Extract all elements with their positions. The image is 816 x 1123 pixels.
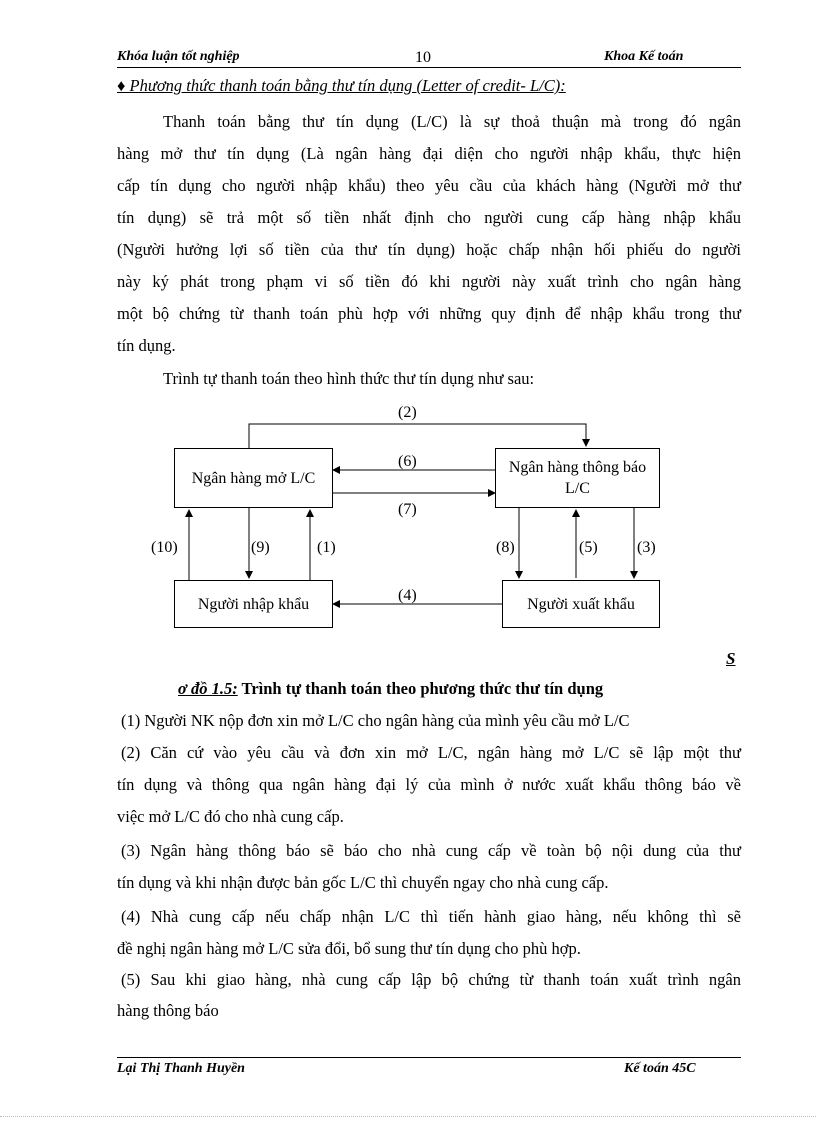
arrow-label-9: (9) [251,539,270,556]
paragraph-line: một bộ chứng từ thanh toán phù hợp với những quy định để nhập khẩu trong thư [117,304,741,323]
paragraph-line: tín dụng) sẽ trả một số tiền nhất định cho người cung cấp hàng nhập khẩu [117,208,741,227]
header-right: Khoa Kế toán [604,49,684,64]
arrow-label-1: (1) [317,539,336,556]
step-line: (2) Căn cứ vào yêu cầu và đơn xin mở L/C, ngân hàng mở L/C sẽ lập một thư [121,743,741,762]
header-left: Khóa luận tốt nghiệp [117,49,240,64]
caption-text: Trình tự thanh toán theo phương thức thư tín dụng [237,679,604,698]
paragraph-line: tín dụng. [117,336,176,355]
step-line: tín dụng và thông qua ngân hàng đại lý của mình ở nước xuất khẩu thông báo về [117,775,741,794]
arrow-label-8: (8) [496,539,515,556]
arrow-label-10: (10) [151,539,178,556]
step-line: việc mở L/C đó cho nhà cung cấp. [117,807,344,826]
paragraph-line: này ký phát trong phạm vi số tiền đó khi người này xuất trình cho ngân hàng [117,272,741,291]
arrow-label-3: (3) [637,539,656,556]
box-issuing-bank: Ngân hàng mở L/C [174,448,333,508]
footer-left: Lại Thị Thanh Huyền [117,1061,245,1076]
arrow-2 [249,424,586,448]
paragraph-line: (Người hưởng lợi số tiền của thư tín dụng) hoặc chấp nhận hối phiếu do người [117,240,741,259]
step-line: (3) Ngân hàng thông báo sẽ báo cho nhà cung cấp về toàn bộ nội dung của thư [121,841,741,860]
caption-prefix: ơ đồ 1.5: [178,679,238,698]
arrow-label-2: (2) [398,404,417,421]
step-line: hàng thông báo [117,1001,219,1020]
page-number: 10 [415,49,431,66]
arrow-label-6: (6) [398,453,417,470]
arrow-label-5: (5) [579,539,598,556]
arrow-label-4: (4) [398,587,417,604]
step-line: đề nghị ngân hàng mở L/C sửa đổi, bổ sung thư tín dụng cho phù hợp. [117,939,581,958]
footer-right: Kế toán 45C [624,1061,696,1076]
page-edge-dots [0,1116,816,1117]
figure-caption [178,679,603,699]
paragraph-line: Thanh toán bằng thư tín dụng (L/C) là sự thoả thuận mà trong đó ngân [163,112,741,131]
step-line: tín dụng và khi nhận được bản gốc L/C thì chuyển ngay cho nhà cung cấp. [117,873,609,892]
footer-rule [117,1057,741,1058]
box-importer: Người nhập khẩu [174,580,333,628]
caption-s-letter: S [726,649,736,668]
paragraph-line: cấp tín dụng cho người nhập khẩu) theo yêu cầu của khách hàng (Người mở thư [117,176,741,195]
section-title: ♦ Phương thức thanh toán bằng thư tín dụng (Letter of credit- L/C): [117,76,566,95]
box-exporter: Người xuất khẩu [502,580,660,628]
box-advising-bank: Ngân hàng thông báo L/C [495,448,660,508]
step-line: (5) Sau khi giao hàng, nhà cung cấp lập bộ chứng từ thanh toán xuất trình ngân [121,970,741,989]
step-line: (1) Người NK nộp đơn xin mở L/C cho ngân hàng của mình yêu cầu mở L/C [121,711,630,730]
step-line: (4) Nhà cung cấp nếu chấp nhận L/C thì tiến hành giao hàng, nếu không thì sẽ [121,907,741,926]
sequence-intro: Trình tự thanh toán theo hình thức thư tín dụng như sau: [163,369,535,388]
paragraph-line: hàng mở thư tín dụng (Là ngân hàng đại diện cho người nhập khẩu, thực hiện [117,144,741,163]
arrow-label-7: (7) [398,501,417,518]
